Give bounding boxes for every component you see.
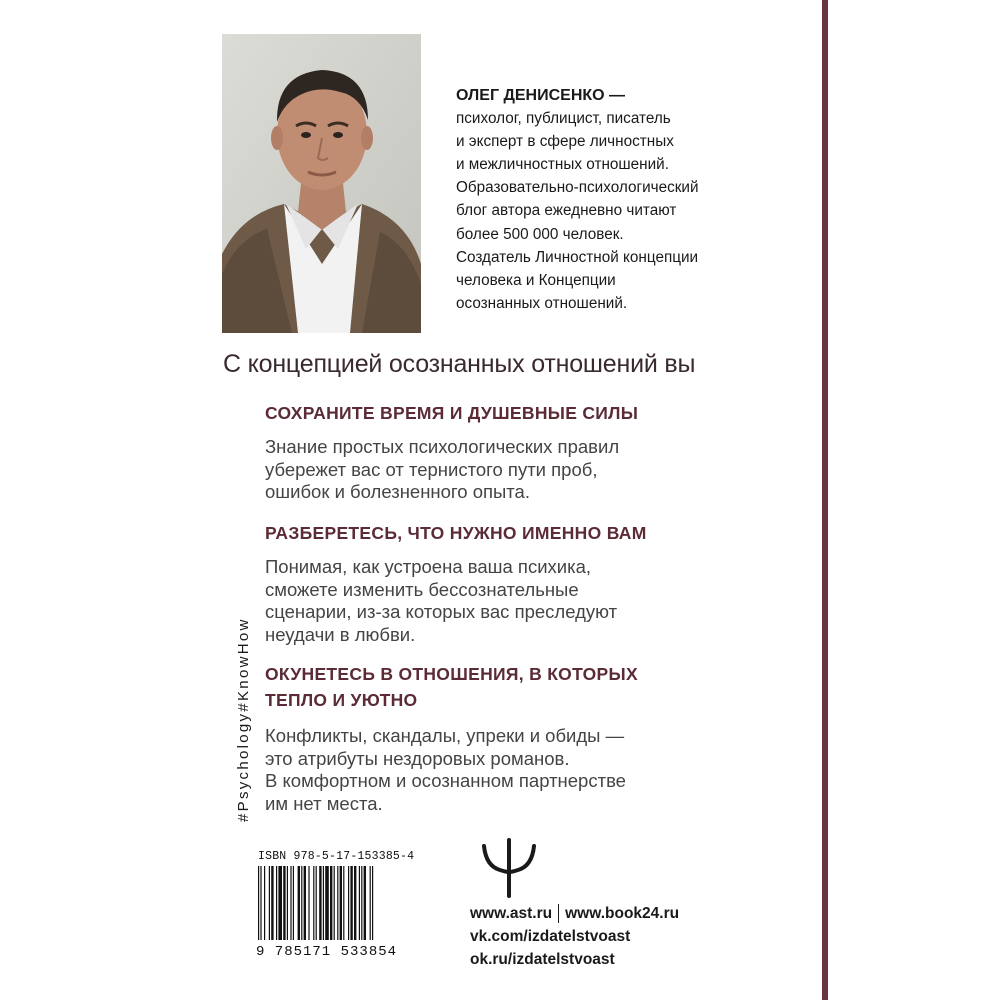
benefit-heading: РАЗБЕРЕТЕСЬ, ЧТО НУЖНО ИМЕННО ВАМ — [265, 523, 647, 543]
bio-line: Создатель Личностной концепции — [456, 248, 699, 266]
author-photo — [222, 34, 421, 333]
vk-link[interactable]: vk.com/izdatelstvoast — [470, 928, 631, 945]
benefit-body-line: Понимая, как устроена ваша психика, — [265, 556, 592, 577]
ok-link[interactable]: ok.ru/izdatelstvoast — [470, 951, 615, 968]
link-divider — [558, 904, 559, 923]
author-portrait-image — [222, 34, 421, 333]
benefit-body-line: В комфортном и осознанном партнерстве — [265, 770, 626, 791]
benefit-body-line: убережет вас от тернистого пути проб, — [265, 458, 598, 480]
psi-icon — [478, 836, 540, 900]
benefit-section — [265, 661, 785, 815]
bio-line: блог автора ежедневно читают — [456, 202, 677, 220]
bio-line: и межличностных отношений. — [456, 156, 669, 174]
series-hashtag: #Psychology#KnowHow — [235, 617, 252, 822]
spine-edge — [822, 0, 828, 1000]
benefit-body-line: неудачи в любви. — [265, 623, 416, 645]
author-name: ОЛЕГ ДЕНИСЕНКО — — [456, 87, 626, 104]
benefit-body-line: им нет места. — [265, 792, 383, 814]
publisher-links — [470, 902, 770, 971]
book24-link[interactable]: www.book24.ru — [565, 905, 680, 922]
benefit-body-line: Конфликты, скандалы, упреки и обиды — — [265, 725, 625, 746]
benefit-body-line: ошибок и болезненного опыта. — [265, 481, 530, 502]
bio-line: человека и Концепции — [456, 271, 616, 289]
author-bio — [456, 84, 806, 315]
barcode-digits: 9 785171 533854 — [256, 944, 398, 960]
bio-line: психолог, публицист, писатель — [456, 110, 671, 128]
bio-line: осознанных отношений. — [456, 294, 628, 312]
benefit-body-line: Знание простых психологических правил — [265, 436, 620, 457]
benefit-body-line: сможете изменить бессознательные — [265, 578, 579, 600]
benefit-body-line: это атрибуты нездоровых романов. — [265, 747, 570, 769]
isbn-barcode — [256, 866, 426, 940]
benefit-heading-line: ТЕПЛО И УЮТНО — [265, 690, 418, 710]
bio-line: Образовательно-психологический — [456, 179, 699, 197]
lead-line: С концепцией осознанных отношений вы — [223, 350, 696, 378]
benefit-section — [265, 400, 785, 504]
benefit-heading: СОХРАНИТЕ ВРЕМЯ И ДУШЕВНЫЕ СИЛЫ — [265, 403, 639, 423]
bio-line: более 500 000 человек. — [456, 225, 624, 243]
ast-link[interactable]: www.ast.ru — [470, 905, 553, 922]
benefit-section — [265, 520, 785, 646]
isbn-label: ISBN 978-5-17-153385-4 — [258, 850, 415, 863]
benefit-body-line: сценарии, из-за которых вас преследуют — [265, 601, 618, 622]
bio-line: и эксперт в сфере личностных — [456, 133, 674, 151]
benefit-heading-line: ОКУНЕТЕСЬ В ОТНОШЕНИЯ, В КОТОРЫХ — [265, 664, 638, 684]
